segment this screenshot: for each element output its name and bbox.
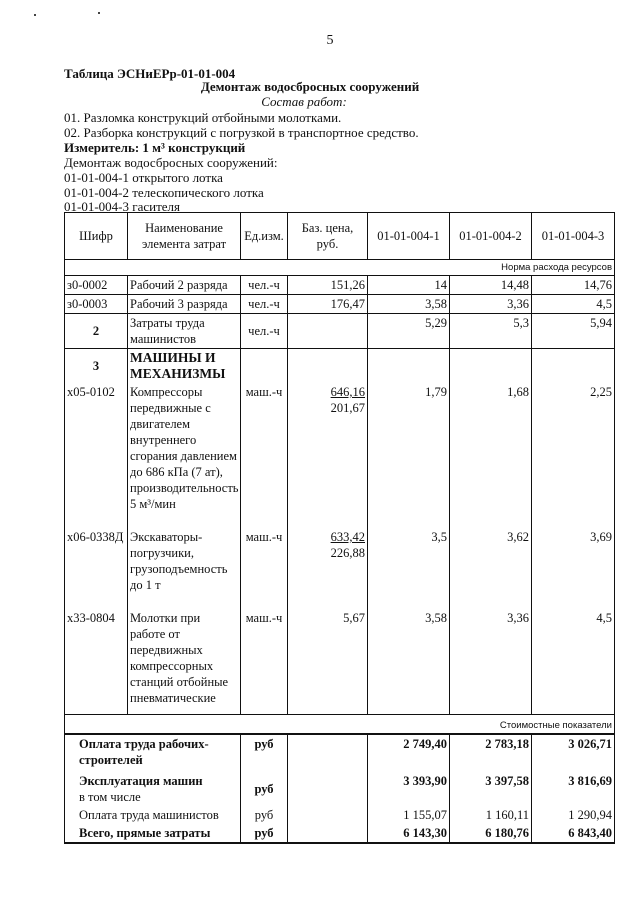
cost-name: Оплата труда машинистов <box>65 806 241 824</box>
cell-v1: 5,29 <box>368 314 450 349</box>
cost-v3: 6 843,40 <box>532 824 615 843</box>
cost-row <box>65 806 615 824</box>
cost-v1: 1 155,07 <box>368 806 450 824</box>
cell-unit: маш.-ч <box>241 609 288 715</box>
cost-empty <box>288 769 368 806</box>
cell-code: х05-0102 <box>65 383 128 528</box>
cell-price: 5,67 <box>288 609 368 715</box>
cell-name: Экскаваторы-погрузчики, грузоподъемность до 1 т <box>128 528 241 609</box>
cost-unit: руб <box>241 806 288 824</box>
cost-empty <box>288 734 368 769</box>
cell-price <box>288 528 368 609</box>
cost-row <box>65 824 615 843</box>
cell-price <box>288 383 368 528</box>
cell-v1: 1,79 <box>368 383 450 528</box>
page-number: 5 <box>326 33 334 48</box>
cell-v2 <box>450 349 532 384</box>
cell-price <box>288 349 368 384</box>
cost-v3: 3 816,69 <box>532 769 615 806</box>
col-header-code: Шифр <box>65 213 128 260</box>
cell-code: х06-0338Д <box>65 528 128 609</box>
cell-code: 2 <box>65 314 128 349</box>
cell-v3: 5,94 <box>532 314 615 349</box>
cost-unit: руб <box>241 824 288 843</box>
cell-unit: чел.-ч <box>241 314 288 349</box>
cell-v1: 3,5 <box>368 528 450 609</box>
resources-table <box>64 212 615 844</box>
scan-mark <box>34 14 36 16</box>
table-row <box>65 276 615 295</box>
cost-empty <box>288 824 368 843</box>
cost-name <box>65 769 241 806</box>
cost-subnote: в том числе <box>79 790 141 804</box>
cell-v2: 5,3 <box>450 314 532 349</box>
meter: Измеритель: 1 м³ конструкций <box>64 140 246 155</box>
cell-name: Затраты труда машинистов <box>128 314 241 349</box>
cell-v3: 14,76 <box>532 276 615 295</box>
price-value-2: 201,67 <box>330 401 365 415</box>
cost-v2: 1 160,11 <box>450 806 532 824</box>
cost-label-row <box>65 715 615 735</box>
col-header-v2: 01-01-004-2 <box>450 213 532 260</box>
table-row <box>65 609 615 715</box>
cost-row <box>65 734 615 769</box>
cost-label: Стоимостные показатели <box>65 715 615 735</box>
col-header-unit: Ед.изм. <box>241 213 288 260</box>
cost-unit: руб <box>241 769 288 806</box>
cell-unit: чел.-ч <box>241 276 288 295</box>
variant-item: 01-01-004-2 телескопического лотка <box>64 185 264 200</box>
cost-v1: 3 393,90 <box>368 769 450 806</box>
cell-v3: 2,25 <box>532 383 615 528</box>
subtitle: Состав работ: <box>261 94 347 109</box>
cell-code: з0-0003 <box>65 295 128 314</box>
table-row <box>65 295 615 314</box>
cell-name: Молотки при работе от передвижных компрессорных станций отбойные пневматические <box>128 609 241 715</box>
cell-v1: 14 <box>368 276 450 295</box>
col-header-v1: 01-01-004-1 <box>368 213 450 260</box>
cost-name: Оплата труда рабочих-строителей <box>65 734 241 769</box>
cell-v1: 3,58 <box>368 295 450 314</box>
col-header-v3: 01-01-004-3 <box>532 213 615 260</box>
table-row <box>65 349 615 384</box>
cost-v2: 2 783,18 <box>450 734 532 769</box>
cell-v2: 1,68 <box>450 383 532 528</box>
cell-unit: маш.-ч <box>241 528 288 609</box>
price-value-2: 226,88 <box>330 546 365 560</box>
cost-v2: 6 180,76 <box>450 824 532 843</box>
page-title: Демонтаж водосбросных сооружений <box>200 79 420 94</box>
table-header: Таблица ЭСНиЕРр-01-01-004 <box>64 66 236 81</box>
cell-v2: 3,36 <box>450 609 532 715</box>
cell-v3: 3,69 <box>532 528 615 609</box>
cell-price: 151,26 <box>288 276 368 295</box>
cell-code: 3 <box>65 349 128 384</box>
norm-label-row <box>65 260 615 276</box>
cell-name: Компрессоры передвижные с двигателем внутреннего сгорания давлением до 686 кПа (7 ат), производительность 5 м³/мин <box>128 383 241 528</box>
col-header-price: Баз. цена, руб. <box>288 213 368 260</box>
cost-v1: 2 749,40 <box>368 734 450 769</box>
cell-name: Рабочий 2 разряда <box>128 276 241 295</box>
cost-name: Всего, прямые затраты <box>65 824 241 843</box>
cell-v2: 14,48 <box>450 276 532 295</box>
cell-name: Рабочий 3 разряда <box>128 295 241 314</box>
price-value: 646,16 <box>330 385 365 399</box>
col-header-name: Наименование элемента затрат <box>128 213 241 260</box>
cell-unit: маш.-ч <box>241 383 288 528</box>
cost-v3: 3 026,71 <box>532 734 615 769</box>
variant-item: 01-01-004-3 гасителя <box>64 199 180 214</box>
cost-v2: 3 397,58 <box>450 769 532 806</box>
cost-empty <box>288 806 368 824</box>
cell-unit <box>241 349 288 384</box>
cell-name: МАШИНЫ И МЕХАНИЗМЫ <box>128 349 241 384</box>
cell-v1: 3,58 <box>368 609 450 715</box>
cell-v2: 3,62 <box>450 528 532 609</box>
cell-v2: 3,36 <box>450 295 532 314</box>
cell-v1 <box>368 349 450 384</box>
header-row <box>65 213 615 260</box>
table-row <box>65 528 615 609</box>
work-item: 02. Разборка конструкций с погрузкой в транспортное средство. <box>64 125 419 140</box>
section-title: Демонтаж водосбросных сооружений: <box>64 155 278 170</box>
cost-name-text: Эксплуатация машин <box>79 774 203 788</box>
cell-v3 <box>532 349 615 384</box>
scan-mark <box>98 12 100 14</box>
cell-code: х33-0804 <box>65 609 128 715</box>
cell-unit: чел.-ч <box>241 295 288 314</box>
cost-v3: 1 290,94 <box>532 806 615 824</box>
variant-item: 01-01-004-1 открытого лотка <box>64 170 223 185</box>
work-item: 01. Разломка конструкций отбойными молотками. <box>64 110 342 125</box>
cost-unit: руб <box>241 734 288 769</box>
table-row <box>65 314 615 349</box>
cell-v3: 4,5 <box>532 295 615 314</box>
price-value: 633,42 <box>330 530 365 544</box>
cell-price: 176,47 <box>288 295 368 314</box>
cost-v1: 6 143,30 <box>368 824 450 843</box>
cell-v3: 4,5 <box>532 609 615 715</box>
cell-code: з0-0002 <box>65 276 128 295</box>
cell-price <box>288 314 368 349</box>
norm-label: Норма расхода ресурсов <box>65 260 615 276</box>
cost-row <box>65 769 615 806</box>
table-row <box>65 383 615 528</box>
